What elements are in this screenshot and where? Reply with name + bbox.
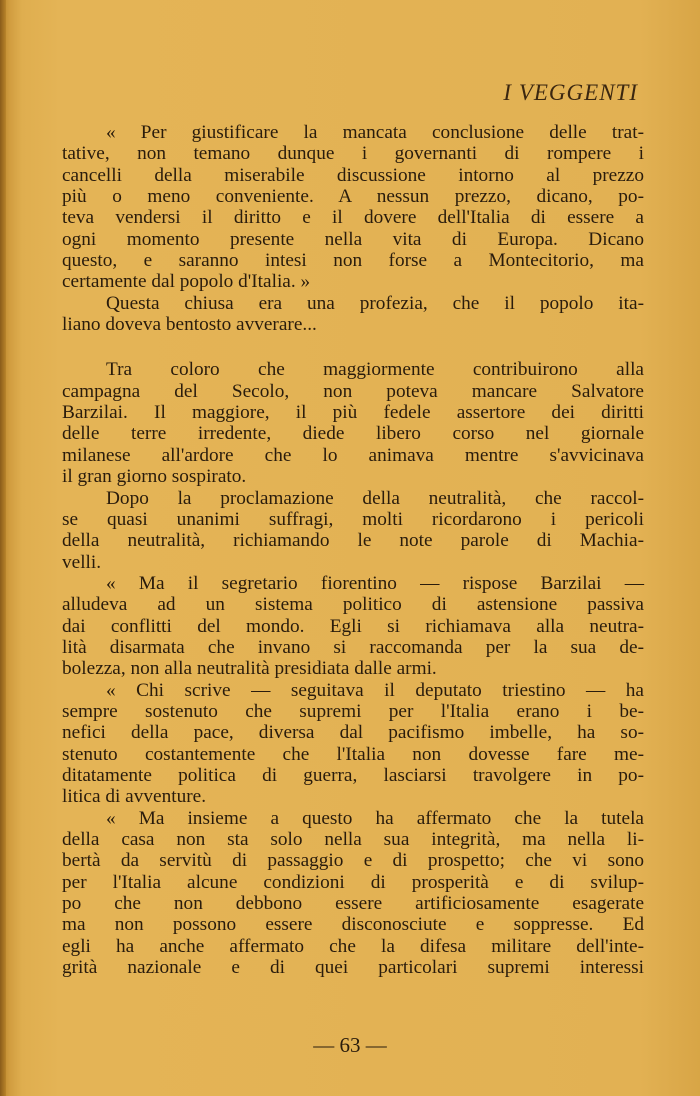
page-spine-shadow bbox=[0, 0, 6, 1096]
text-line: dai conflitti del mondo. Egli si richiamava alla neutra- bbox=[62, 615, 644, 637]
text-line: della casa non sta solo nella sua integrità, ma nella li- bbox=[62, 829, 644, 850]
text-line: milanese all'ardore che lo animava mentre s'avvicinava bbox=[62, 444, 644, 466]
text-line: più o meno conveniente. A nessun prezzo, dicano, po- bbox=[62, 186, 644, 208]
paragraph bbox=[62, 488, 644, 573]
paragraph bbox=[62, 808, 644, 979]
text-line: Dopo la proclamazione della neutralità, che raccol- bbox=[106, 487, 644, 509]
text-line: Questa chiusa era una profezia, che il popolo ita- bbox=[106, 292, 644, 314]
page-number: — 63 — bbox=[313, 1033, 387, 1057]
text-line: « Chi scrive — seguitava il deputato triestino — ha bbox=[106, 679, 644, 701]
text-line: « Ma il segretario fiorentino — rispose Barzilai — bbox=[106, 572, 644, 594]
text-line: questo, e saranno intesi non forse a Montecitorio, ma bbox=[62, 250, 644, 272]
text-line: litica di avventure. bbox=[62, 786, 207, 808]
text-line: stenuto costantemente che l'Italia non dovesse fare me- bbox=[62, 743, 644, 765]
paragraph-gap bbox=[62, 335, 644, 359]
text-line: po che non debbono essere artificiosamente esagerate bbox=[62, 893, 644, 915]
text-line: delle terre irredente, diede libero corso nel giornale bbox=[62, 423, 644, 445]
running-head: I VEGGENTI bbox=[503, 80, 638, 105]
paragraph bbox=[62, 573, 644, 680]
paragraph bbox=[62, 359, 644, 487]
text-line: il gran giorno sospirato. bbox=[62, 466, 247, 488]
text-line: campagna del Secolo, non poteva mancare Salvatore bbox=[62, 380, 644, 402]
text-line: nefici della pace, diversa dal pacifismo imbelle, ha so- bbox=[62, 722, 644, 744]
text-line: della neutralità, richiamando le note parole di Machia- bbox=[62, 530, 644, 552]
text-line: velli. bbox=[62, 551, 102, 573]
text-line: « Ma insieme a questo ha affermato che la tutela bbox=[106, 807, 644, 829]
text-line: egli ha anche affermato che la difesa militare dell'inte- bbox=[62, 935, 644, 957]
paragraph bbox=[62, 293, 644, 336]
text-line: per l'Italia alcune condizioni di prosperità e di svilup- bbox=[62, 871, 644, 893]
text-line: ditatamente politica di guerra, lasciarsi travolgere in po- bbox=[62, 764, 644, 786]
paragraph bbox=[62, 122, 644, 293]
text-line: certamente dal popolo d'Italia. » bbox=[62, 271, 311, 293]
text-line: « Per giustificare la mancata conclusione delle trat- bbox=[106, 122, 644, 143]
text-line: alludeva ad un sistema politico di astensione passiva bbox=[62, 594, 644, 616]
text-line: cancelli della miserabile discussione intorno al prezzo bbox=[62, 164, 644, 186]
text-line: teva vendersi il diritto e il dovere dell'Italia di essere a bbox=[62, 207, 644, 229]
text-line: tative, non temano dunque i governanti di rompere i bbox=[62, 143, 644, 165]
text-line: bertà da servitù di passaggio e di prospetto; che vi sono bbox=[62, 850, 644, 872]
text-line: bolezza, non alla neutralità presidiata dalle armi. bbox=[62, 658, 437, 680]
text-line: Tra coloro che maggiormente contribuirono alla bbox=[106, 359, 644, 381]
text-line: lità disarmata che invano si raccomanda per la sua de- bbox=[62, 636, 644, 658]
text-line: grità nazionale e di quei particolari supremi interessi bbox=[62, 957, 644, 979]
text-line: liano doveva bentosto avverare... bbox=[62, 314, 317, 336]
body-text bbox=[62, 122, 644, 978]
text-line: ma non possono essere disconosciute e soppresse. Ed bbox=[62, 914, 644, 936]
text-line: se quasi unanimi suffragi, molti ricordarono i pericoli bbox=[62, 508, 644, 530]
text-line: Barzilai. Il maggiore, il più fedele assertore dei diritti bbox=[62, 402, 644, 424]
text-line: ogni momento presente nella vita di Europa. Dicano bbox=[62, 228, 644, 250]
text-line: sempre sostenuto che supremi per l'Italia erano i be- bbox=[62, 700, 644, 722]
paragraph bbox=[62, 680, 644, 808]
